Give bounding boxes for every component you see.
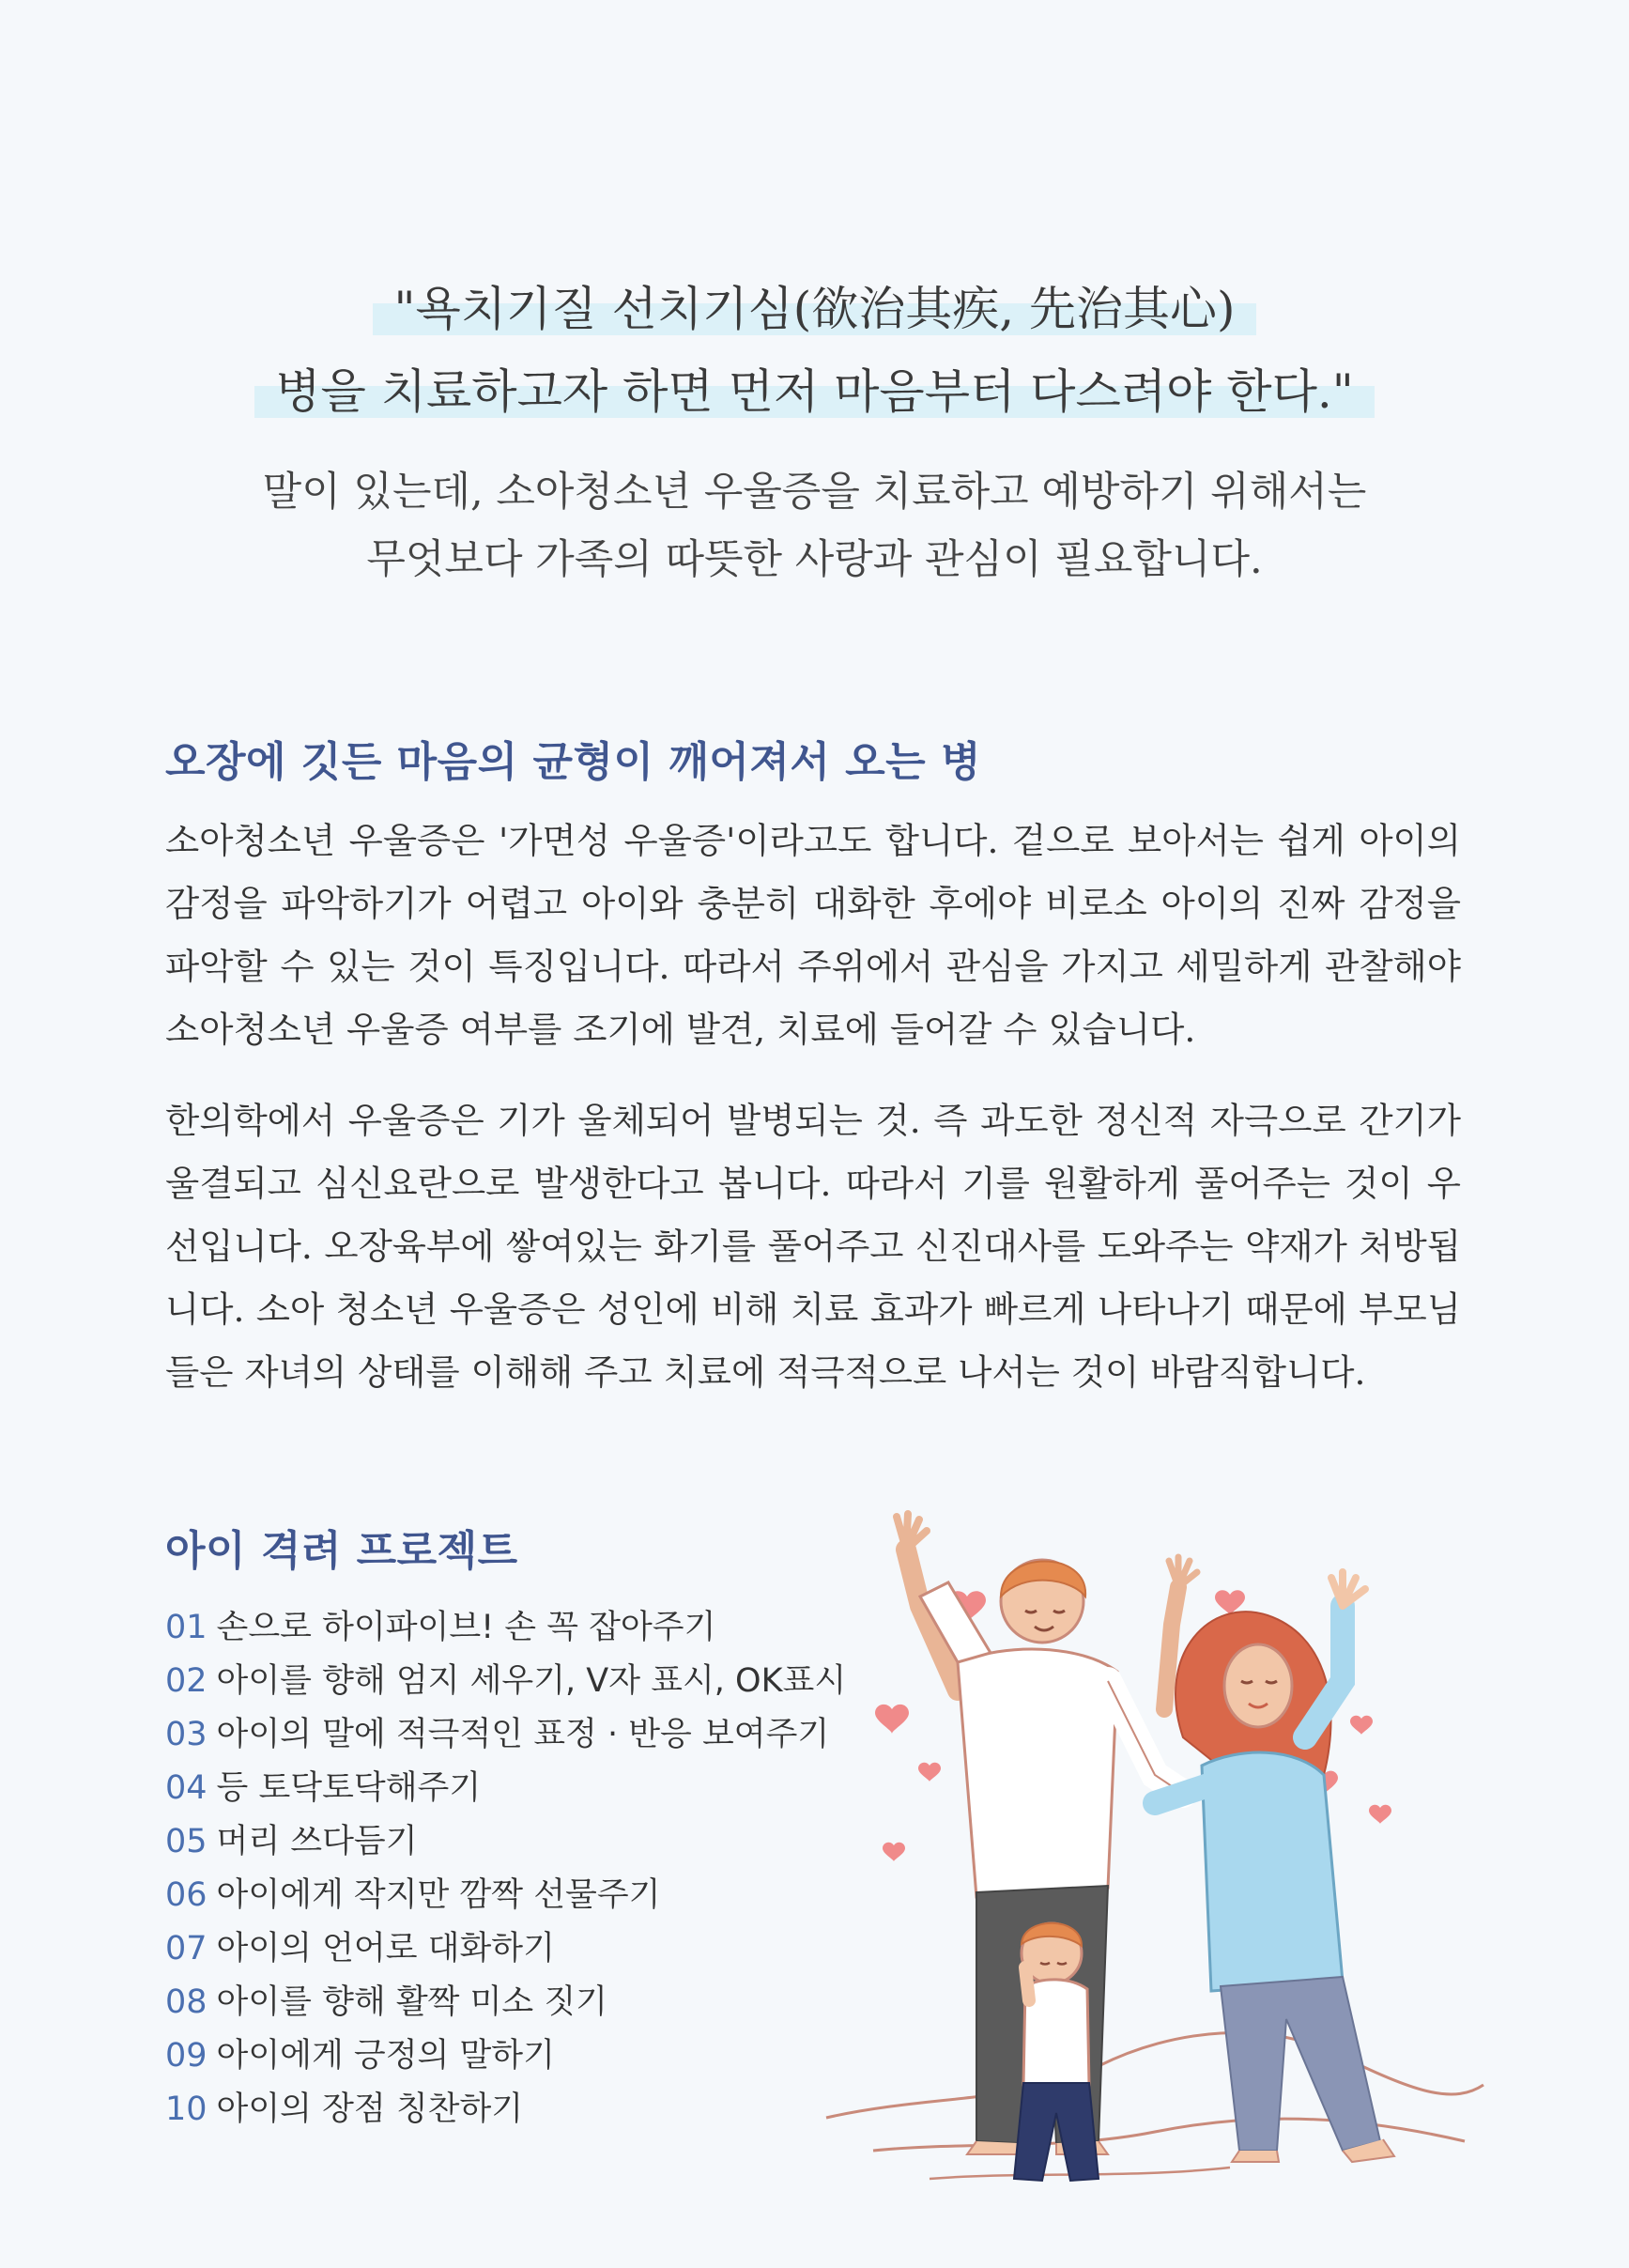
list-item-number: 09: [165, 2037, 207, 2075]
quote-block: [0, 277, 1629, 442]
list-item: [165, 2083, 846, 2137]
list-item: [165, 1601, 846, 1655]
list-item-number: 01: [165, 1609, 207, 1646]
list-item-text: 아이를 향해 엄지 세우기, V자 표시, OK표시: [216, 1662, 847, 1700]
list-item-text: 등 토닥토닥해주기: [216, 1769, 482, 1807]
list-item: [165, 2029, 846, 2083]
list-item-text: 아이의 말에 적극적인 표정 · 반응 보여주기: [216, 1716, 830, 1753]
family-dancing-illustration: [817, 1493, 1493, 2188]
list-item-number: 06: [165, 1876, 207, 1914]
section-title-balance: 오장에 깃든 마음의 균형이 깨어져서 오는 병: [165, 738, 981, 786]
list-item: [165, 1762, 846, 1815]
mother-figure: [1155, 1572, 1394, 2162]
list-item: [165, 1869, 846, 1922]
section-title-encouragement: 아이 격려 프로젝트: [165, 1527, 518, 1575]
list-item: [165, 1655, 846, 1708]
intro-line-2: 무엇보다 가족의 따뜻한 사랑과 관심이 필요합니다.: [366, 536, 1263, 583]
quote-line-2: 병을 치료하고자 하면 먼저 마음부터 다스려야 한다.": [254, 360, 1375, 424]
list-item-number: 08: [165, 1983, 207, 2021]
list-item: [165, 1922, 846, 1976]
list-item-number: 10: [165, 2091, 207, 2128]
intro-line-1: 말이 있는데, 소아청소년 우울증을 치료하고 예방하기 위해서는: [262, 469, 1367, 516]
heart-icon: [1350, 1716, 1373, 1735]
list-item-text: 아이에게 작지만 깜짝 선물주기: [216, 1876, 661, 1914]
list-item-text: 머리 쓰다듬기: [216, 1823, 418, 1860]
list-item-number: 04: [165, 1769, 207, 1807]
list-item-text: 손으로 하이파이브! 손 꼭 잡아주기: [216, 1609, 716, 1646]
encouragement-list: [165, 1601, 846, 2137]
heart-icon: [1369, 1805, 1391, 1824]
heart-icon: [918, 1763, 941, 1782]
quote-line-1: "욕치기질 선치기심(欲治其疾, 先治其心): [373, 277, 1255, 341]
list-item-number: 05: [165, 1823, 207, 1860]
heart-icon: [883, 1843, 905, 1861]
list-item-number: 02: [165, 1662, 207, 1700]
paragraph-oriental-medicine: 한의학에서 우울증은 기가 울체되어 발병되는 것. 즉 과도한 정신적 자극으로 간기가 울결되고 심신요란으로 발생한다고 봅니다. 따라서 기를 원활하게 풀어주는 것이 우선입니다. 오장육부에 쌓여있는 화기를 풀어주고 신진대사를 도와주는 약재가 처방됩니다. 소아 청소년 우울증은 성인에 비해 치료 효과가 빠르게 나타나기 때문에 부모님들은 자녀의 상태를 이해해 주고 치료에 적극적으로 나서는 것이 바람직합니다.: [165, 1100, 1461, 1393]
list-item-text: 아이를 향해 활짝 미소 짓기: [216, 1983, 607, 2021]
list-item-text: 아이의 언어로 대화하기: [216, 1930, 555, 1967]
list-item-text: 아이에게 긍정의 말하기: [216, 2037, 555, 2075]
list-item: [165, 1976, 846, 2029]
list-item-text: 아이의 장점 칭찬하기: [216, 2091, 524, 2128]
intro-text: [0, 458, 1629, 594]
paragraph-masked-depression: 소아청소년 우울증은 '가면성 우울증'이라고도 합니다. 겉으로 보아서는 쉽게 아이의 감정을 파악하기가 어렵고 아이와 충분히 대화한 후에야 비로소 아이의 진짜 감정을 파악할 수 있는 것이 특징입니다. 따라서 주위에서 관심을 가지고 세밀하게 관찰해야 소아청소년 우울증 여부를 조기에 발견, 치료에 들어갈 수 있습니다.: [165, 820, 1461, 1050]
list-item-number: 07: [165, 1930, 207, 1967]
heart-icon: [875, 1705, 909, 1734]
list-item: [165, 1815, 846, 1869]
list-item: [165, 1708, 846, 1762]
list-item-number: 03: [165, 1716, 207, 1753]
